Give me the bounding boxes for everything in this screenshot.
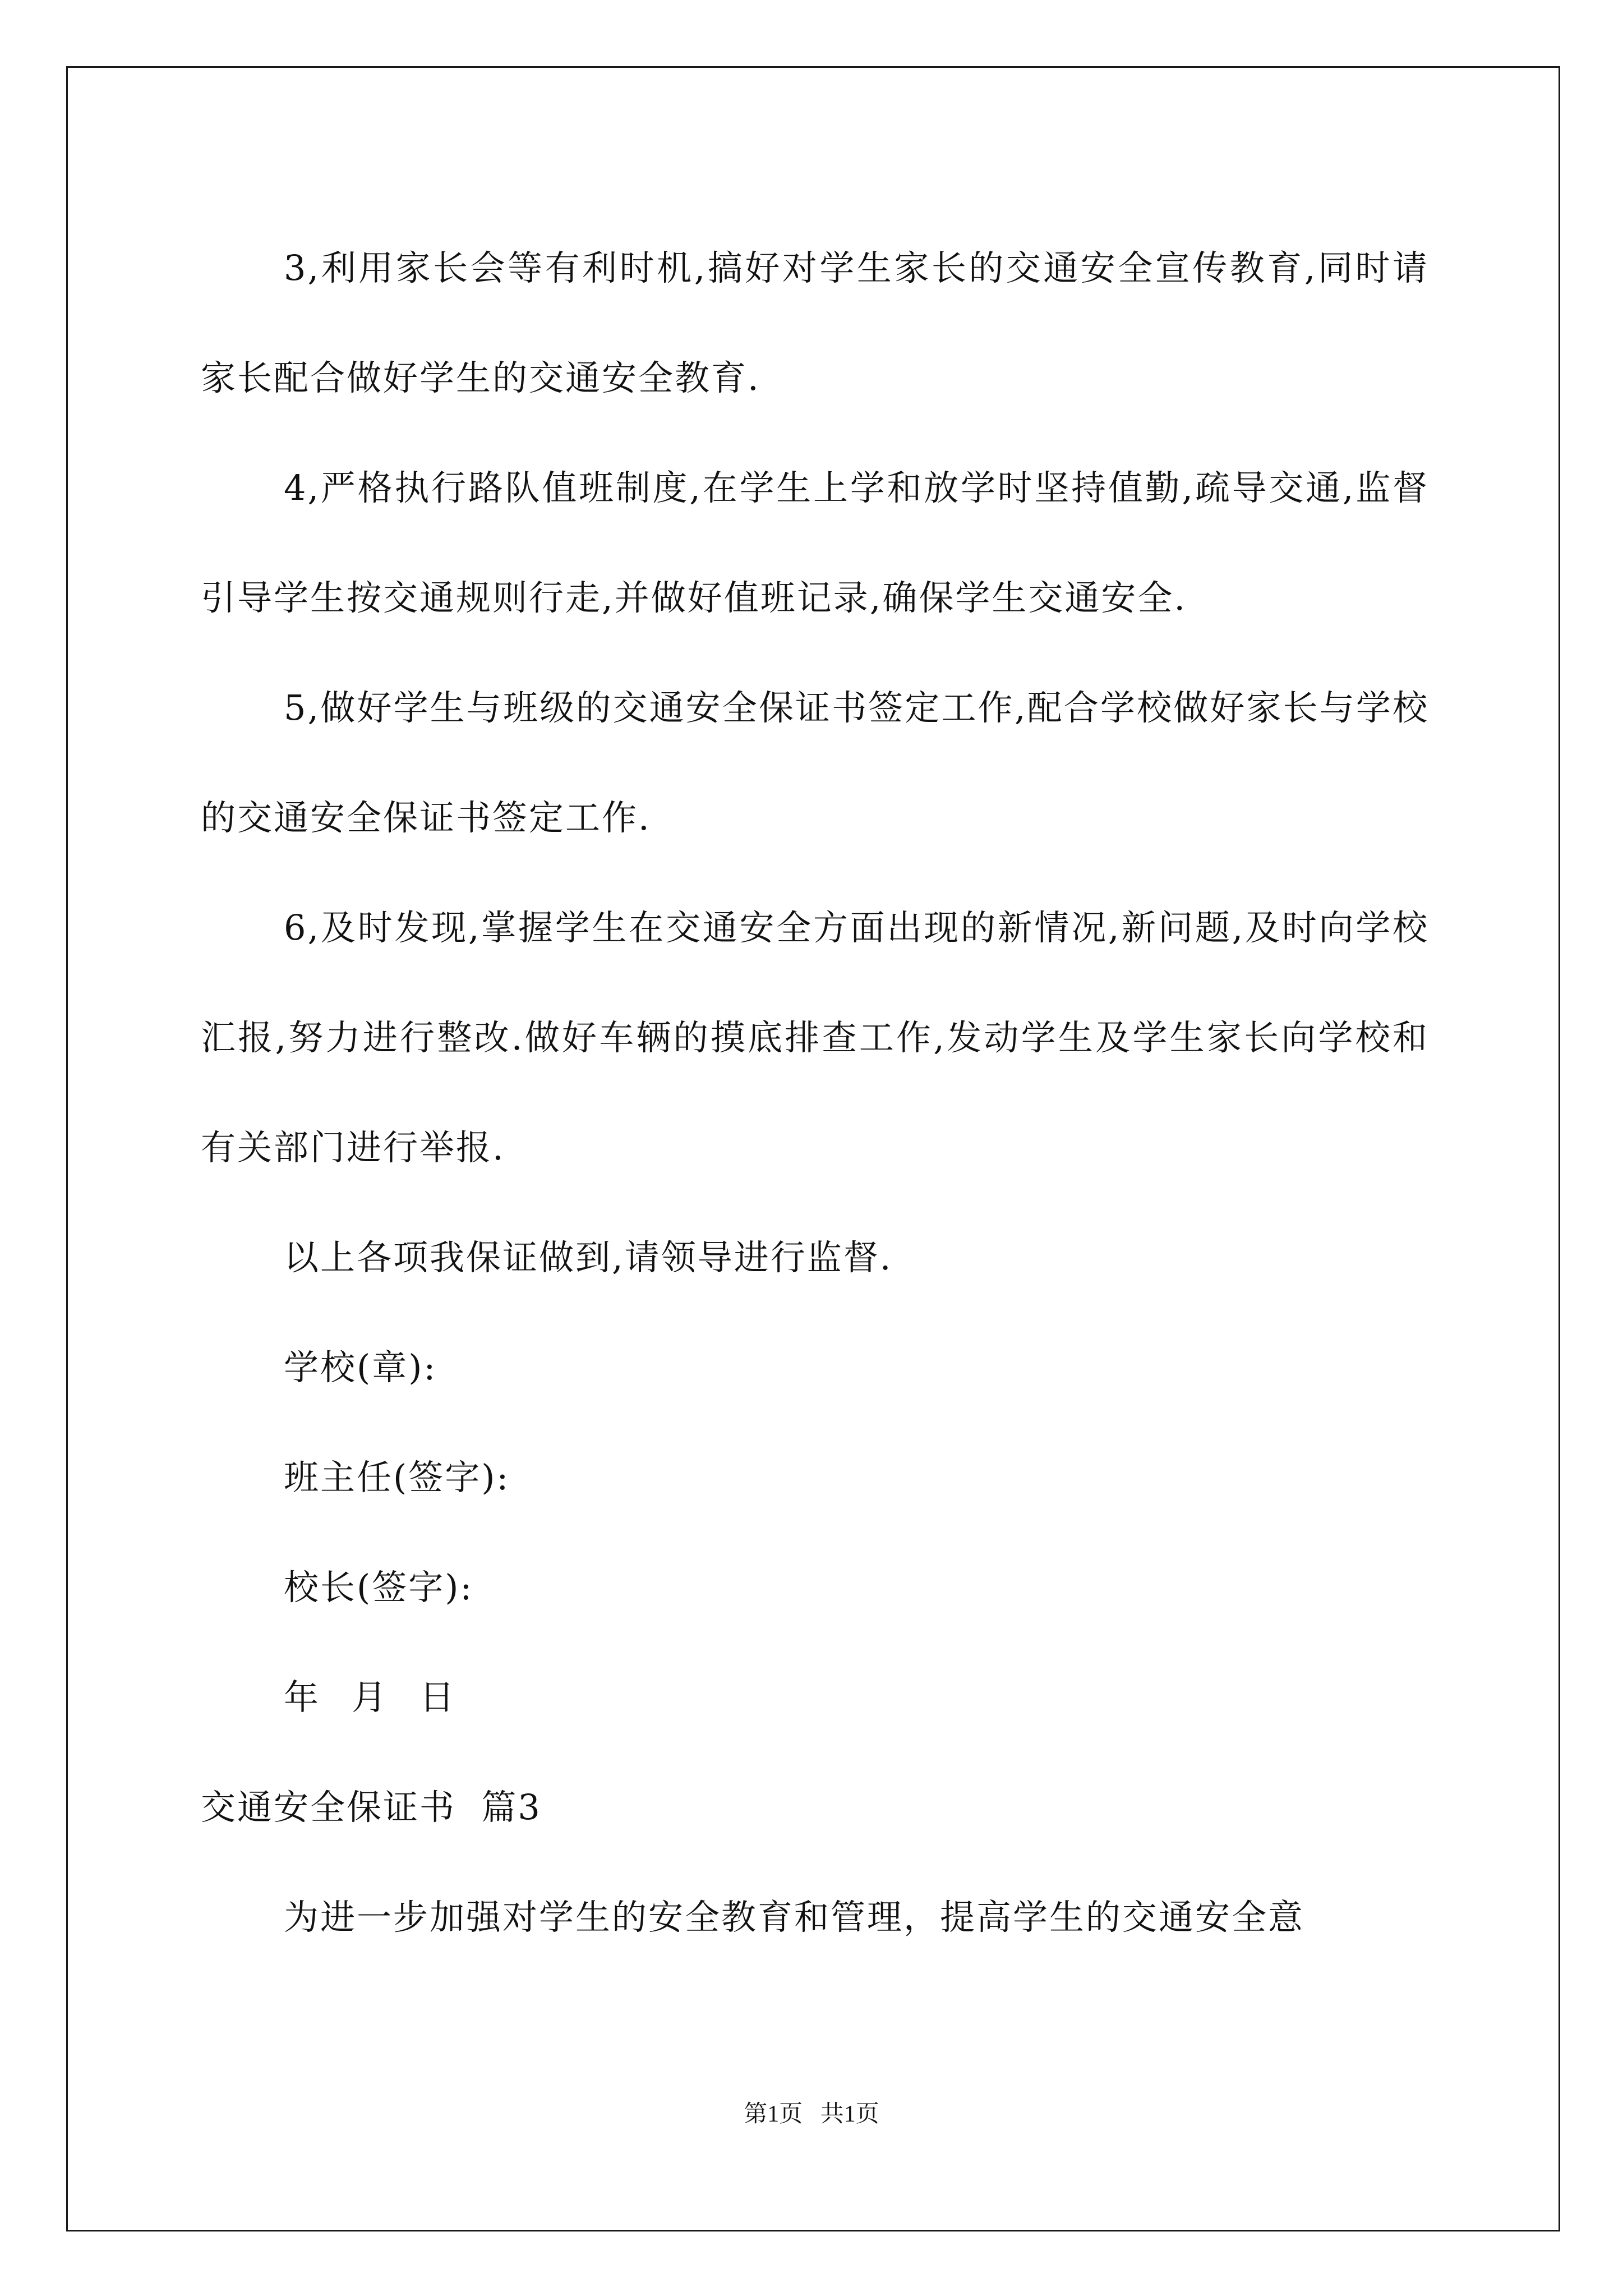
paragraph-item-6: 6,及时发现,掌握学生在交通安全方面出现的新情况,新问题,及时向学校汇报,努力进行整改.做好车辆的摸底排查工作,发动学生及学生家长向学校和有关部门进行举报.	[201, 907, 1429, 1168]
date-day: 日	[419, 1677, 457, 1718]
signature-school: 学校(章):	[284, 1347, 437, 1388]
paragraph-item-5: 5,做好学生与班级的交通安全保证书签定工作,配合学校做好家长与学校的交通安全保证书签定工作.	[201, 687, 1429, 838]
date-month: 月	[352, 1677, 389, 1718]
intro-paragraph: 为进一步加强对学生的安全教育和管理，提高学生的交通安全意	[284, 1897, 1305, 1938]
paragraph-item-4: 4,严格执行路队值班制度,在学生上学和放学时坚持值勤,疏导交通,监督引导学生按交通规则行走,并做好值班记录,确保学生交通安全.	[201, 467, 1429, 618]
date-line	[201, 1642, 1429, 1752]
signature-head-teacher: 班主任(签字):	[284, 1457, 510, 1498]
date-year: 年	[284, 1677, 321, 1718]
document-body	[201, 213, 1429, 1972]
section-heading: 交通安全保证书 篇3	[201, 1787, 542, 1828]
paragraph-item-3: 3,利用家长会等有利时机,搞好对学生家长的交通安全宣传教育,同时请家长配合做好学生的交通安全教育.	[201, 247, 1429, 398]
page-number: 第1页	[744, 2101, 803, 2127]
signature-principal: 校长(签字):	[284, 1567, 474, 1608]
page-total: 共1页	[820, 2101, 879, 2127]
pledge-statement: 以上各项我保证做到,请领导进行监督.	[284, 1237, 893, 1278]
page-footer	[0, 2095, 1623, 2129]
